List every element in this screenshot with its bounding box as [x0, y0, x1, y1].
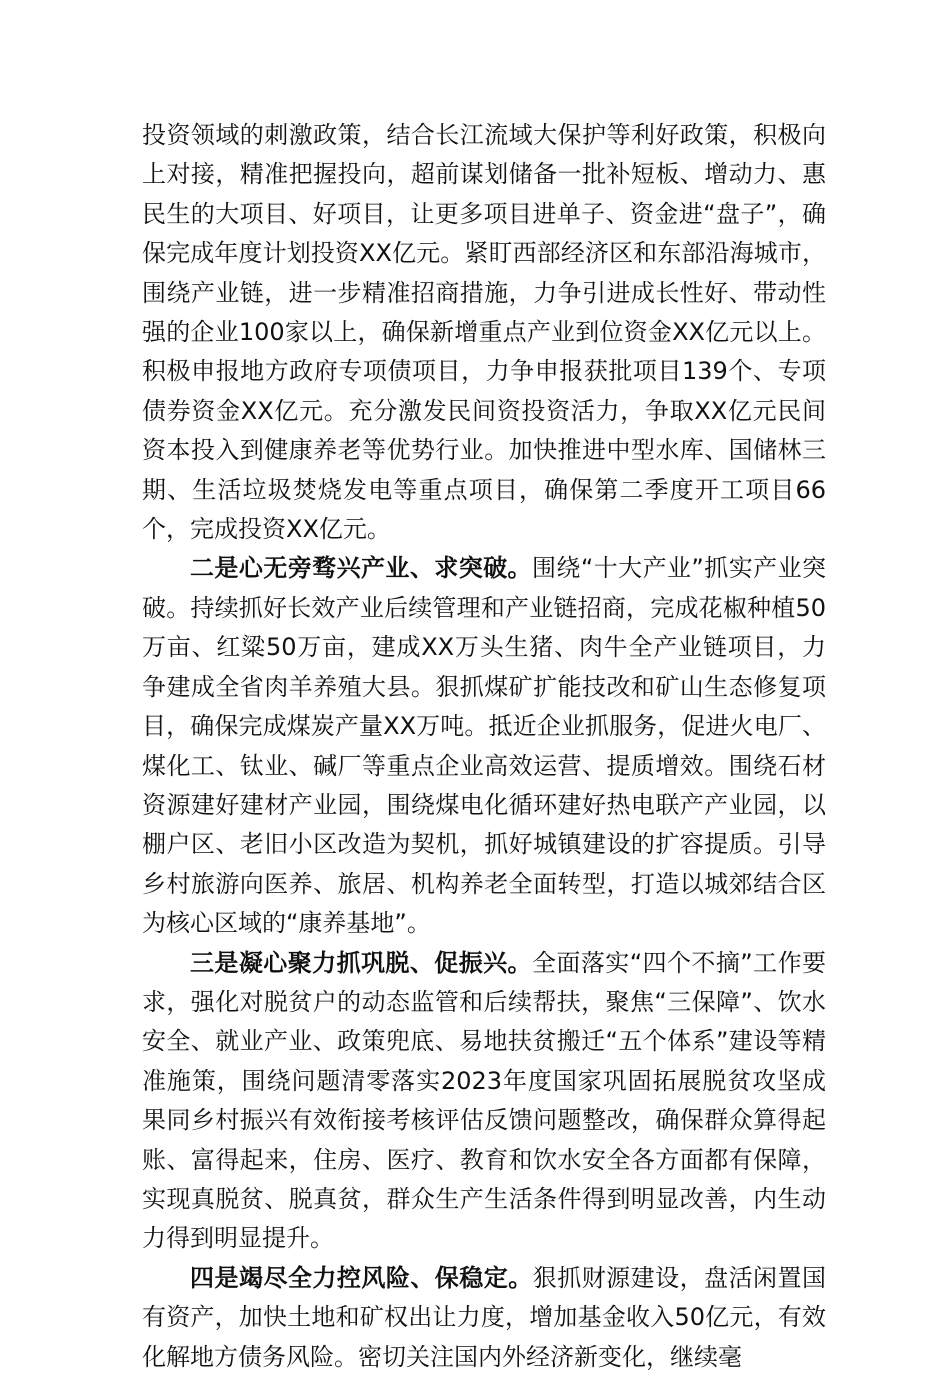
paragraph-poverty	[142, 944, 826, 1259]
paragraph-text: 全面落实“四个不摘”工作要求，强化对脱贫户的动态监管和后续帮扶，聚焦“三保障”、饮水安全、就业产业、政策兜底、易地扶贫搬迁“五个体系”建设等精准施策，围绕问题清零落实2023年度国家巩固拓展脱贫攻坚成果同乡村振兴有效衔接考核评估反馈问题整改，确保群众算得起账、富得起来，住房、医疗、教育和饮水安全各方面都有保障，实现真脱贫、脱真贫，群众生产生活条件得到明显改善，内生动力得到明显提升。	[142, 948, 827, 1253]
paragraph-risk	[142, 1259, 826, 1377]
paragraph-industry	[142, 549, 826, 943]
paragraph-text: 围绕“十大产业”抓实产业突破。持续抓好长效产业后续管理和产业链招商，完成花椒种植50万亩、红粱50万亩，建成XX万头生猪、肉牛全产业链项目，力争建成全省肉羊养殖大县。狠抓煤矿扩能技改和矿山生态修复项目，确保完成煤炭产量XX万吨。抵近企业抓服务，促进火电厂、煤化工、钛业、碱厂等重点企业高效运营、提质增效。围绕石材资源建好建材产业园，围绕煤电化循环建好热电联产产业园，以棚户区、老旧小区改造为契机，抓好城镇建设的扩容提质。引导乡村旅游向医养、旅居、机构养老全面转型，打造以城郊结合区为核心区域的“康养基地”。	[142, 554, 827, 938]
paragraph-lead-heading: 三是凝心聚力抓巩脱、促振兴。	[190, 948, 532, 977]
paragraph-lead-heading: 二是心无旁骛兴产业、求突破。	[190, 554, 532, 583]
paragraph-lead-heading: 四是竭尽全力控风险、保稳定。	[190, 1263, 533, 1292]
document-body	[142, 116, 826, 1377]
paragraph-investment	[142, 116, 826, 549]
paragraph-text: 投资领域的刺激政策，结合长江流域大保护等利好政策，积极向上对接，精准把握投向，超前谋划储备一批补短板、增动力、惠民生的大项目、好项目，让更多项目进单子、资金进“盘子”，确保完成年度计划投资XX亿元。紧盯西部经济区和东部沿海城市，围绕产业链，进一步精准招商措施，力争引进成长性好、带动性强的企业100家以上，确保新增重点产业到位资金XX亿元以上。积极申报地方政府专项债项目，力争申报获批项目139个、专项债券资金XX亿元。充分激发民间资投资活力，争取XX亿元民间资本投入到健康养老等优势行业。加快推进中型水库、国储林三期、生活垃圾焚烧发电等重点项目，确保第二季度开工项目66个，完成投资XX亿元。	[142, 121, 826, 544]
paragraph-text: 狠抓财源建设，盘活闲置国有资产，加快土地和矿权出让力度，增加基金收入50亿元，有效化解地方债务风险。密切关注国内外经济新变化，继续毫	[142, 1263, 827, 1371]
